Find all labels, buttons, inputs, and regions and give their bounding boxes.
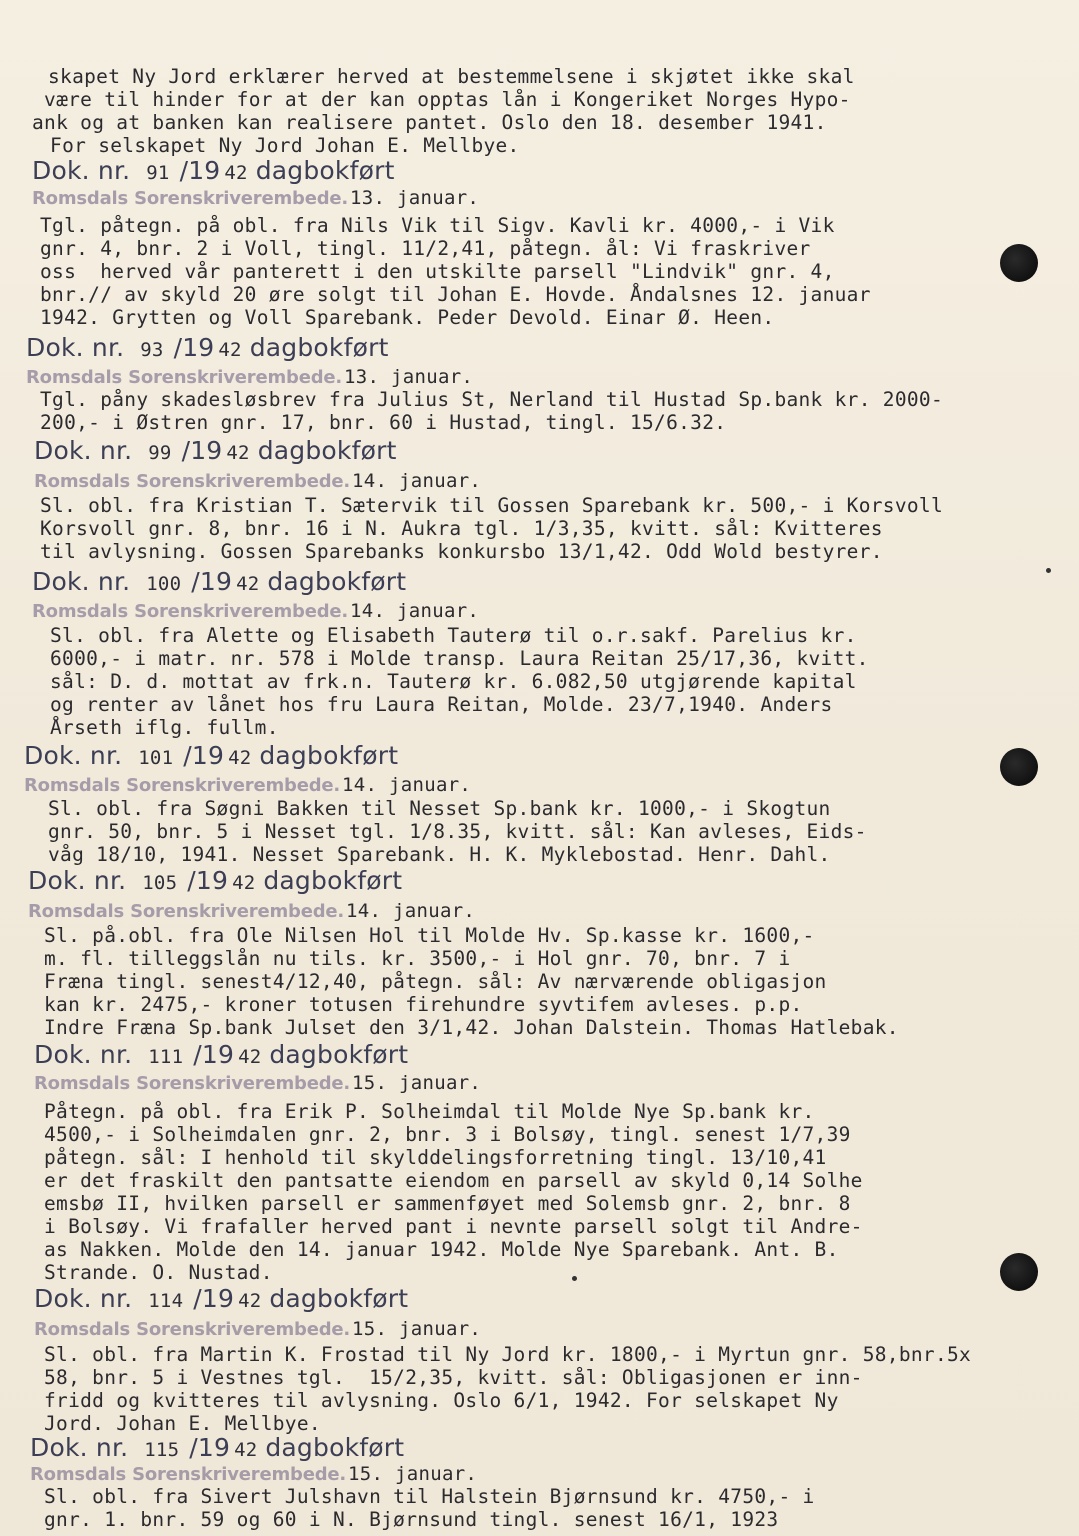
entry-line: Sl. obl. fra Sivert Julshavn til Halstein Bjørnsund kr. 4750,- i <box>44 1485 815 1508</box>
entry-line: og renter av lånet hos fru Laura Reitan, Molde. 23/7,1940. Anders <box>50 693 833 716</box>
entry-line: til avlysning. Gossen Sparebanks konkursbo 13/1,42. Odd Wold bestyrer. <box>40 540 883 563</box>
entry-line: Sl. obl. fra Martin K. Frostad til Ny Jord kr. 1800,- i Myrtun gnr. 58,bnr.5x <box>44 1343 972 1366</box>
dok-stamp: Dok. nr. 111 /19 42 dagbokført <box>34 1040 409 1069</box>
entry-line: 6000,- i matr. nr. 578 i Molde transp. Laura Reitan 25/17,36, kvitt. <box>50 647 869 670</box>
entry-line: Tgl. påtegn. på obl. fra Nils Vik til Sigv. Kavli kr. 4000,- i Vik <box>40 214 835 237</box>
office-stamp: Romsdals Sorenskriverembede. 13. januar. <box>32 187 480 209</box>
entry-line: Tgl. påny skadesløsbrev fra Julius St, Nerland til Hustad Sp.bank kr. 2000- <box>40 388 943 411</box>
office-stamp: Romsdals Sorenskriverembede. 14. januar. <box>34 470 482 492</box>
office-stamp: Romsdals Sorenskriverembede. 13. januar. <box>26 366 474 388</box>
intro-line: For selskapet Ny Jord Johan E. Mellbye. <box>38 134 520 157</box>
entry-line: 1942. Grytten og Voll Sparebank. Peder Devold. Einar Ø. Heen. <box>40 306 775 329</box>
dok-stamp: Dok. nr. 115 /19 42 dagbokført <box>30 1433 405 1462</box>
intro-line: skapet Ny Jord erklærer herved at bestemmelsene i skjøtet ikke skal <box>48 65 855 88</box>
intro-line: være til hinder for at der kan opptas lån i Kongeriket Norges Hypo- <box>32 88 851 111</box>
entry-line: m. fl. tilleggslån nu tils. kr. 3500,- i Hol gnr. 70, bnr. 7 i <box>44 947 791 970</box>
office-stamp: Romsdals Sorenskriverembede. 15. januar. <box>30 1463 478 1485</box>
entry-line: Sl. obl. fra Alette og Elisabeth Tauterø til o.r.sakf. Parelius kr. <box>50 624 857 647</box>
entry-line: i Bolsøy. Vi frafaller herved pant i nevnte parsell solgt til Andre- <box>44 1215 863 1238</box>
entry-line: fridd og kvitteres til avlysning. Oslo 6/1, 1942. For selskapet Ny <box>44 1389 839 1412</box>
entry-line: kan kr. 2475,- kroner totusen firehundre syvtifem avleses. p.p. <box>44 993 803 1016</box>
dok-stamp: Dok. nr. 100 /19 42 dagbokført <box>32 567 407 596</box>
entry-line: våg 18/10, 1941. Nesset Sparebank. H. K. Myklebostad. Henr. Dahl. <box>48 843 831 866</box>
entry-line: gnr. 1. bnr. 59 og 60 i N. Bjørnsund tingl. senest 16/1, 1923 <box>44 1508 779 1531</box>
ink-speck <box>572 1276 577 1281</box>
entry-line: Korsvoll gnr. 8, bnr. 16 i N. Aukra tgl. 1/3,35, kvitt. sål: Kvitteres <box>40 517 883 540</box>
entry-line: påtegn. sål: I henhold til skylddelingsforretning tingl. 13/10,41 <box>44 1146 827 1169</box>
entry-line: 58, bnr. 5 i Vestnes tgl. 15/2,35, kvitt. sål: Obligasjonen er inn- <box>44 1366 863 1389</box>
binder-hole <box>1000 748 1038 786</box>
entry-line: gnr. 50, bnr. 5 i Nesset tgl. 1/8.35, kvitt. sål: Kan avleses, Eids- <box>48 820 867 843</box>
dok-stamp: Dok. nr. 91 /19 42 dagbokført <box>32 156 395 185</box>
intro-line: ank og at banken kan realisere pantet. Oslo den 18. desember 1941. <box>32 111 827 134</box>
dok-stamp: Dok. nr. 99 /19 42 dagbokført <box>34 436 397 465</box>
entry-line: Årseth iflg. fullm. <box>50 716 279 739</box>
ink-speck <box>1046 568 1051 573</box>
office-stamp: Romsdals Sorenskriverembede. 14. januar. <box>28 900 476 922</box>
office-stamp: Romsdals Sorenskriverembede. 15. januar. <box>34 1318 482 1340</box>
binder-hole <box>1000 1253 1038 1291</box>
entry-line: Strande. O. Nustad. <box>44 1261 273 1284</box>
entry-line: Påtegn. på obl. fra Erik P. Solheimdal til Molde Nye Sp.bank kr. <box>44 1100 815 1123</box>
dok-stamp: Dok. nr. 114 /19 42 dagbokført <box>34 1284 409 1313</box>
entry-line: bnr.// av skyld 20 øre solgt til Johan E. Hovde. Åndalsnes 12. januar <box>40 283 871 306</box>
dok-stamp: Dok. nr. 93 /19 42 dagbokført <box>26 333 389 362</box>
office-stamp: Romsdals Sorenskriverembede. 14. januar. <box>32 600 480 622</box>
dok-stamp: Dok. nr. 101 /19 42 dagbokført <box>24 741 399 770</box>
entry-line: Fræna tingl. senest4/12,40, påtegn. sål: Av nærværende obligasjon <box>44 970 827 993</box>
entry-line: sål: D. d. mottat av frk.n. Tauterø kr. 6.082,50 utgjørende kapital <box>50 670 857 693</box>
entry-line: Indre Fræna Sp.bank Julset den 3/1,42. Johan Dalstein. Thomas Hatlebak. <box>44 1016 899 1039</box>
entry-line: Sl. på.obl. fra Ole Nilsen Hol til Molde Hv. Sp.kasse kr. 1600,- <box>44 924 815 947</box>
entry-line: as Nakken. Molde den 14. januar 1942. Molde Nye Sparebank. Ant. B. <box>44 1238 839 1261</box>
office-stamp: Romsdals Sorenskriverembede. 14. januar. <box>24 774 472 796</box>
entry-line: oss herved vår panterett i den utskilte parsell "Lindvik" gnr. 4, <box>40 260 835 283</box>
dok-stamp: Dok. nr. 105 /19 42 dagbokført <box>28 866 403 895</box>
entry-line: emsbø II, hvilken parsell er sammenføyet med Solemsb gnr. 2, bnr. 8 <box>44 1192 851 1215</box>
binder-hole <box>1000 244 1038 282</box>
entry-line: Sl. obl. fra Kristian T. Sætervik til Gossen Sparebank kr. 500,- i Korsvoll <box>40 494 943 517</box>
entry-line: gnr. 4, bnr. 2 i Voll, tingl. 11/2,41, påtegn. ål: Vi fraskriver <box>40 237 811 260</box>
entry-line: Jord. Johan E. Mellbye. <box>44 1412 321 1435</box>
entry-line: er det fraskilt den pantsatte eiendom en parsell av skyld 0,14 Solhe <box>44 1169 863 1192</box>
entry-line: Sl. obl. fra Søgni Bakken til Nesset Sp.bank kr. 1000,- i Skogtun <box>48 797 831 820</box>
office-stamp: Romsdals Sorenskriverembede. 15. januar. <box>34 1072 482 1094</box>
entry-line: 4500,- i Solheimdalen gnr. 2, bnr. 3 i Bolsøy, tingl. senest 1/7,39 <box>44 1123 851 1146</box>
entry-line: 200,- i Østren gnr. 17, bnr. 60 i Hustad, tingl. 15/6.32. <box>40 411 727 434</box>
